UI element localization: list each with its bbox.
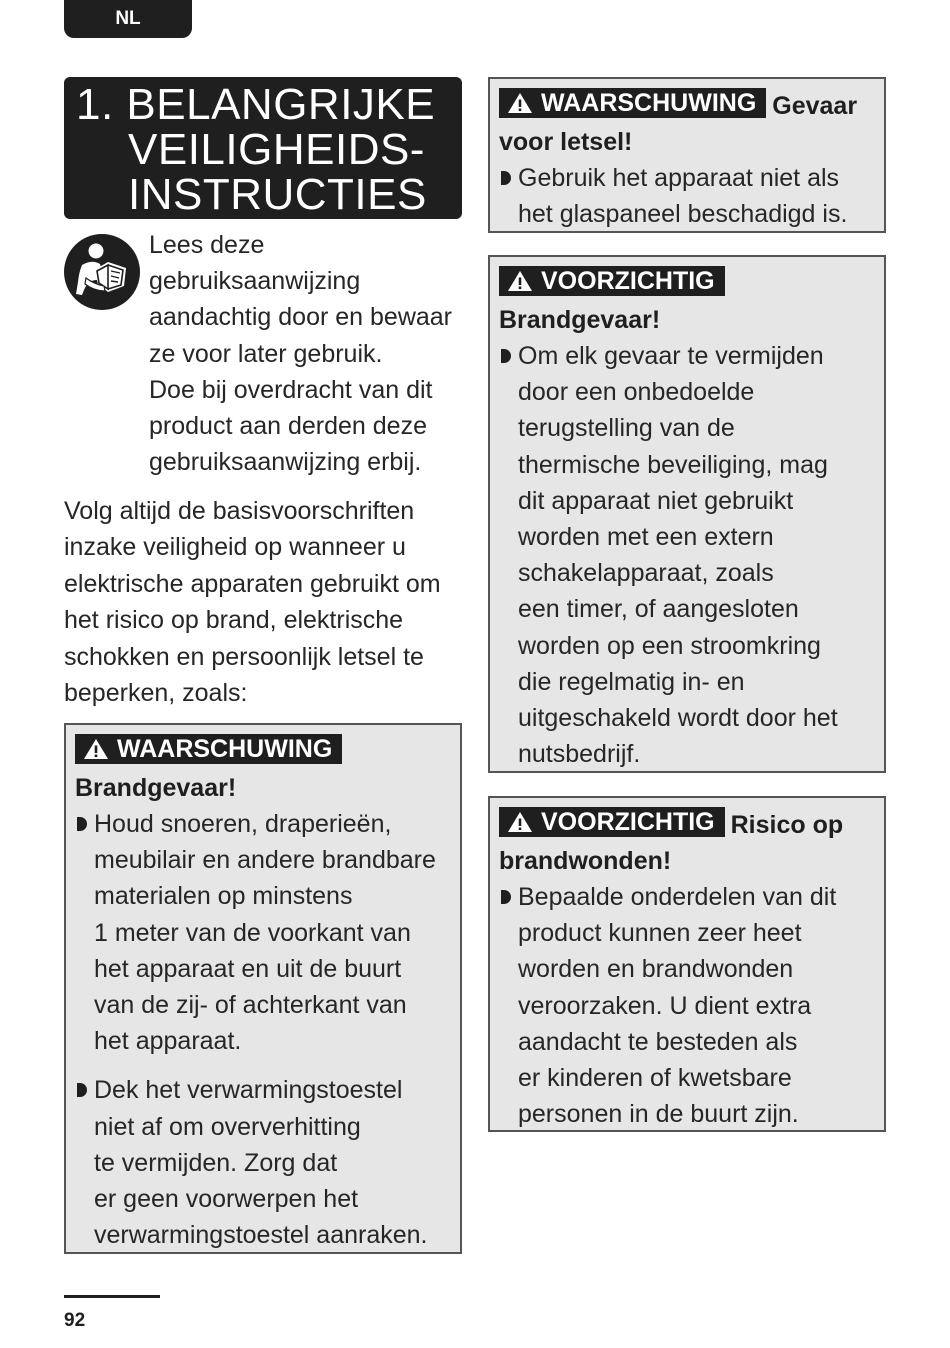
badge-label: WAARSCHUWING (541, 89, 757, 117)
box-heading (75, 734, 452, 770)
section-title (64, 77, 462, 219)
heading-inline: Gevaar (772, 92, 858, 120)
text-line: niet af om oververhitting (94, 1112, 361, 1141)
text-line: elektrische apparaten gebruikt om (64, 569, 441, 598)
text-line: terugstelling van de (518, 414, 735, 443)
text-line: worden met een extern (518, 523, 774, 552)
bullet-icon (499, 338, 518, 772)
text-line: gebruiksaanwijzing (149, 267, 361, 296)
text-line: het apparaat en uit de buurt (94, 954, 402, 983)
bullet-icon (75, 1072, 94, 1253)
text-line: gebruiksaanwijzing erbij. (149, 448, 422, 477)
box-heading (499, 807, 878, 843)
text-line: worden op een stroomkring (518, 631, 821, 660)
badge-label: VOORZICHTIG (541, 267, 715, 295)
bullet-item (75, 806, 452, 1059)
read-manual-icon (64, 234, 140, 310)
text-line: dit apparaat niet gebruikt (518, 486, 794, 515)
bullet-item (499, 338, 878, 772)
text-line: Bepaalde onderdelen van dit (518, 883, 837, 911)
caution-box-burns (488, 796, 886, 1132)
caution-box-fire (488, 255, 886, 773)
text-line: door een onbedoelde (518, 378, 755, 407)
box-heading (499, 266, 878, 302)
text-line: Gebruik het apparaat niet als (518, 164, 840, 192)
intro-text (149, 227, 469, 480)
text-line: van de zij- of achterkant van (94, 991, 407, 1020)
bullet-item (499, 879, 878, 1132)
text-line: personen in de buurt zijn. (518, 1100, 799, 1129)
text-line: te vermijden. Zorg dat (94, 1148, 338, 1177)
text-line: Volg altijd de basisvoorschriften (64, 497, 415, 525)
title-line: 1. BELANGRIJKE (76, 80, 436, 129)
text-line: aandacht te besteden als (518, 1027, 798, 1056)
text-line: Houd snoeren, draperieën, (94, 810, 392, 838)
text-line: die regelmatig in- en (518, 667, 745, 696)
text-line: Om elk gevaar te vermijden (518, 342, 824, 370)
text-line: aandachtig door en bewaar (149, 303, 453, 332)
box-subheading: Brandgevaar! (499, 306, 661, 334)
caution-badge (499, 266, 725, 296)
heading-inline: Risico op (730, 811, 844, 839)
bullet-icon (499, 160, 518, 232)
badge-label: WAARSCHUWING (117, 735, 333, 763)
text-line: er kinderen of kwetsbare (518, 1064, 792, 1093)
footer-divider (64, 1295, 160, 1298)
warning-triangle-icon (507, 92, 533, 114)
body-paragraph (64, 493, 469, 711)
text-line: inzake veiligheid op wanneer u (64, 533, 406, 562)
title-line: INSTRUCTIES (128, 170, 427, 219)
text-line: Doe bij overdracht van dit (149, 375, 433, 404)
text-line: het apparaat. (94, 1027, 242, 1056)
text-line: het glaspaneel beschadigd is. (518, 200, 848, 229)
bullet-icon (499, 879, 518, 1132)
bullet-icon (75, 806, 94, 1059)
text-line: materialen op minstens (94, 882, 353, 911)
text-line: product kunnen zeer heet (518, 919, 802, 948)
text-line: Dek het verwarmingstoestel (94, 1076, 403, 1105)
text-line: schakelapparaat, zoals (518, 559, 774, 588)
badge-label: VOORZICHTIG (541, 808, 715, 836)
box-heading (499, 88, 878, 124)
warning-badge (75, 734, 342, 764)
box-subheading: Brandgevaar! (75, 774, 237, 802)
warning-box-fire (64, 723, 462, 1254)
text-line: nutsbedrijf. (518, 740, 641, 769)
box-subheading: brandwonden! (499, 847, 672, 875)
text-line: uitgeschakeld wordt door het (518, 704, 838, 733)
box-subheading: voor letsel! (499, 128, 633, 156)
bullet-item (75, 1072, 452, 1253)
text-line: er geen voorwerpen het (94, 1185, 359, 1214)
warning-triangle-icon (507, 811, 533, 833)
bullet-item (499, 160, 878, 232)
text-line: het risico op brand, elektrische (64, 606, 404, 635)
caution-badge (499, 807, 725, 837)
text-line: worden en brandwonden (518, 955, 794, 984)
text-line: ze voor later gebruik. (149, 339, 383, 368)
warning-box-injury (488, 77, 886, 233)
warning-triangle-icon (83, 738, 109, 760)
text-line: verwarmingstoestel aanraken. (94, 1221, 428, 1250)
text-line: veroorzaken. U dient extra (518, 991, 812, 1020)
text-line: beperken, zoals: (64, 679, 248, 708)
page-number: 92 (64, 1310, 86, 1331)
text-line: schokken en persoonlijk letsel te (64, 642, 424, 671)
warning-triangle-icon (507, 270, 533, 292)
title-line: VEILIGHEIDS- (128, 125, 425, 174)
language-tab: NL (64, 0, 192, 38)
text-line: Lees deze (149, 231, 265, 259)
text-line: 1 meter van de voorkant van (94, 918, 411, 947)
text-line: product aan derden deze (149, 412, 427, 441)
text-line: meubilair en andere brandbare (94, 846, 436, 875)
text-line: een timer, of aangesloten (518, 595, 799, 624)
text-line: thermische beveiliging, mag (518, 450, 828, 479)
warning-badge (499, 88, 766, 118)
